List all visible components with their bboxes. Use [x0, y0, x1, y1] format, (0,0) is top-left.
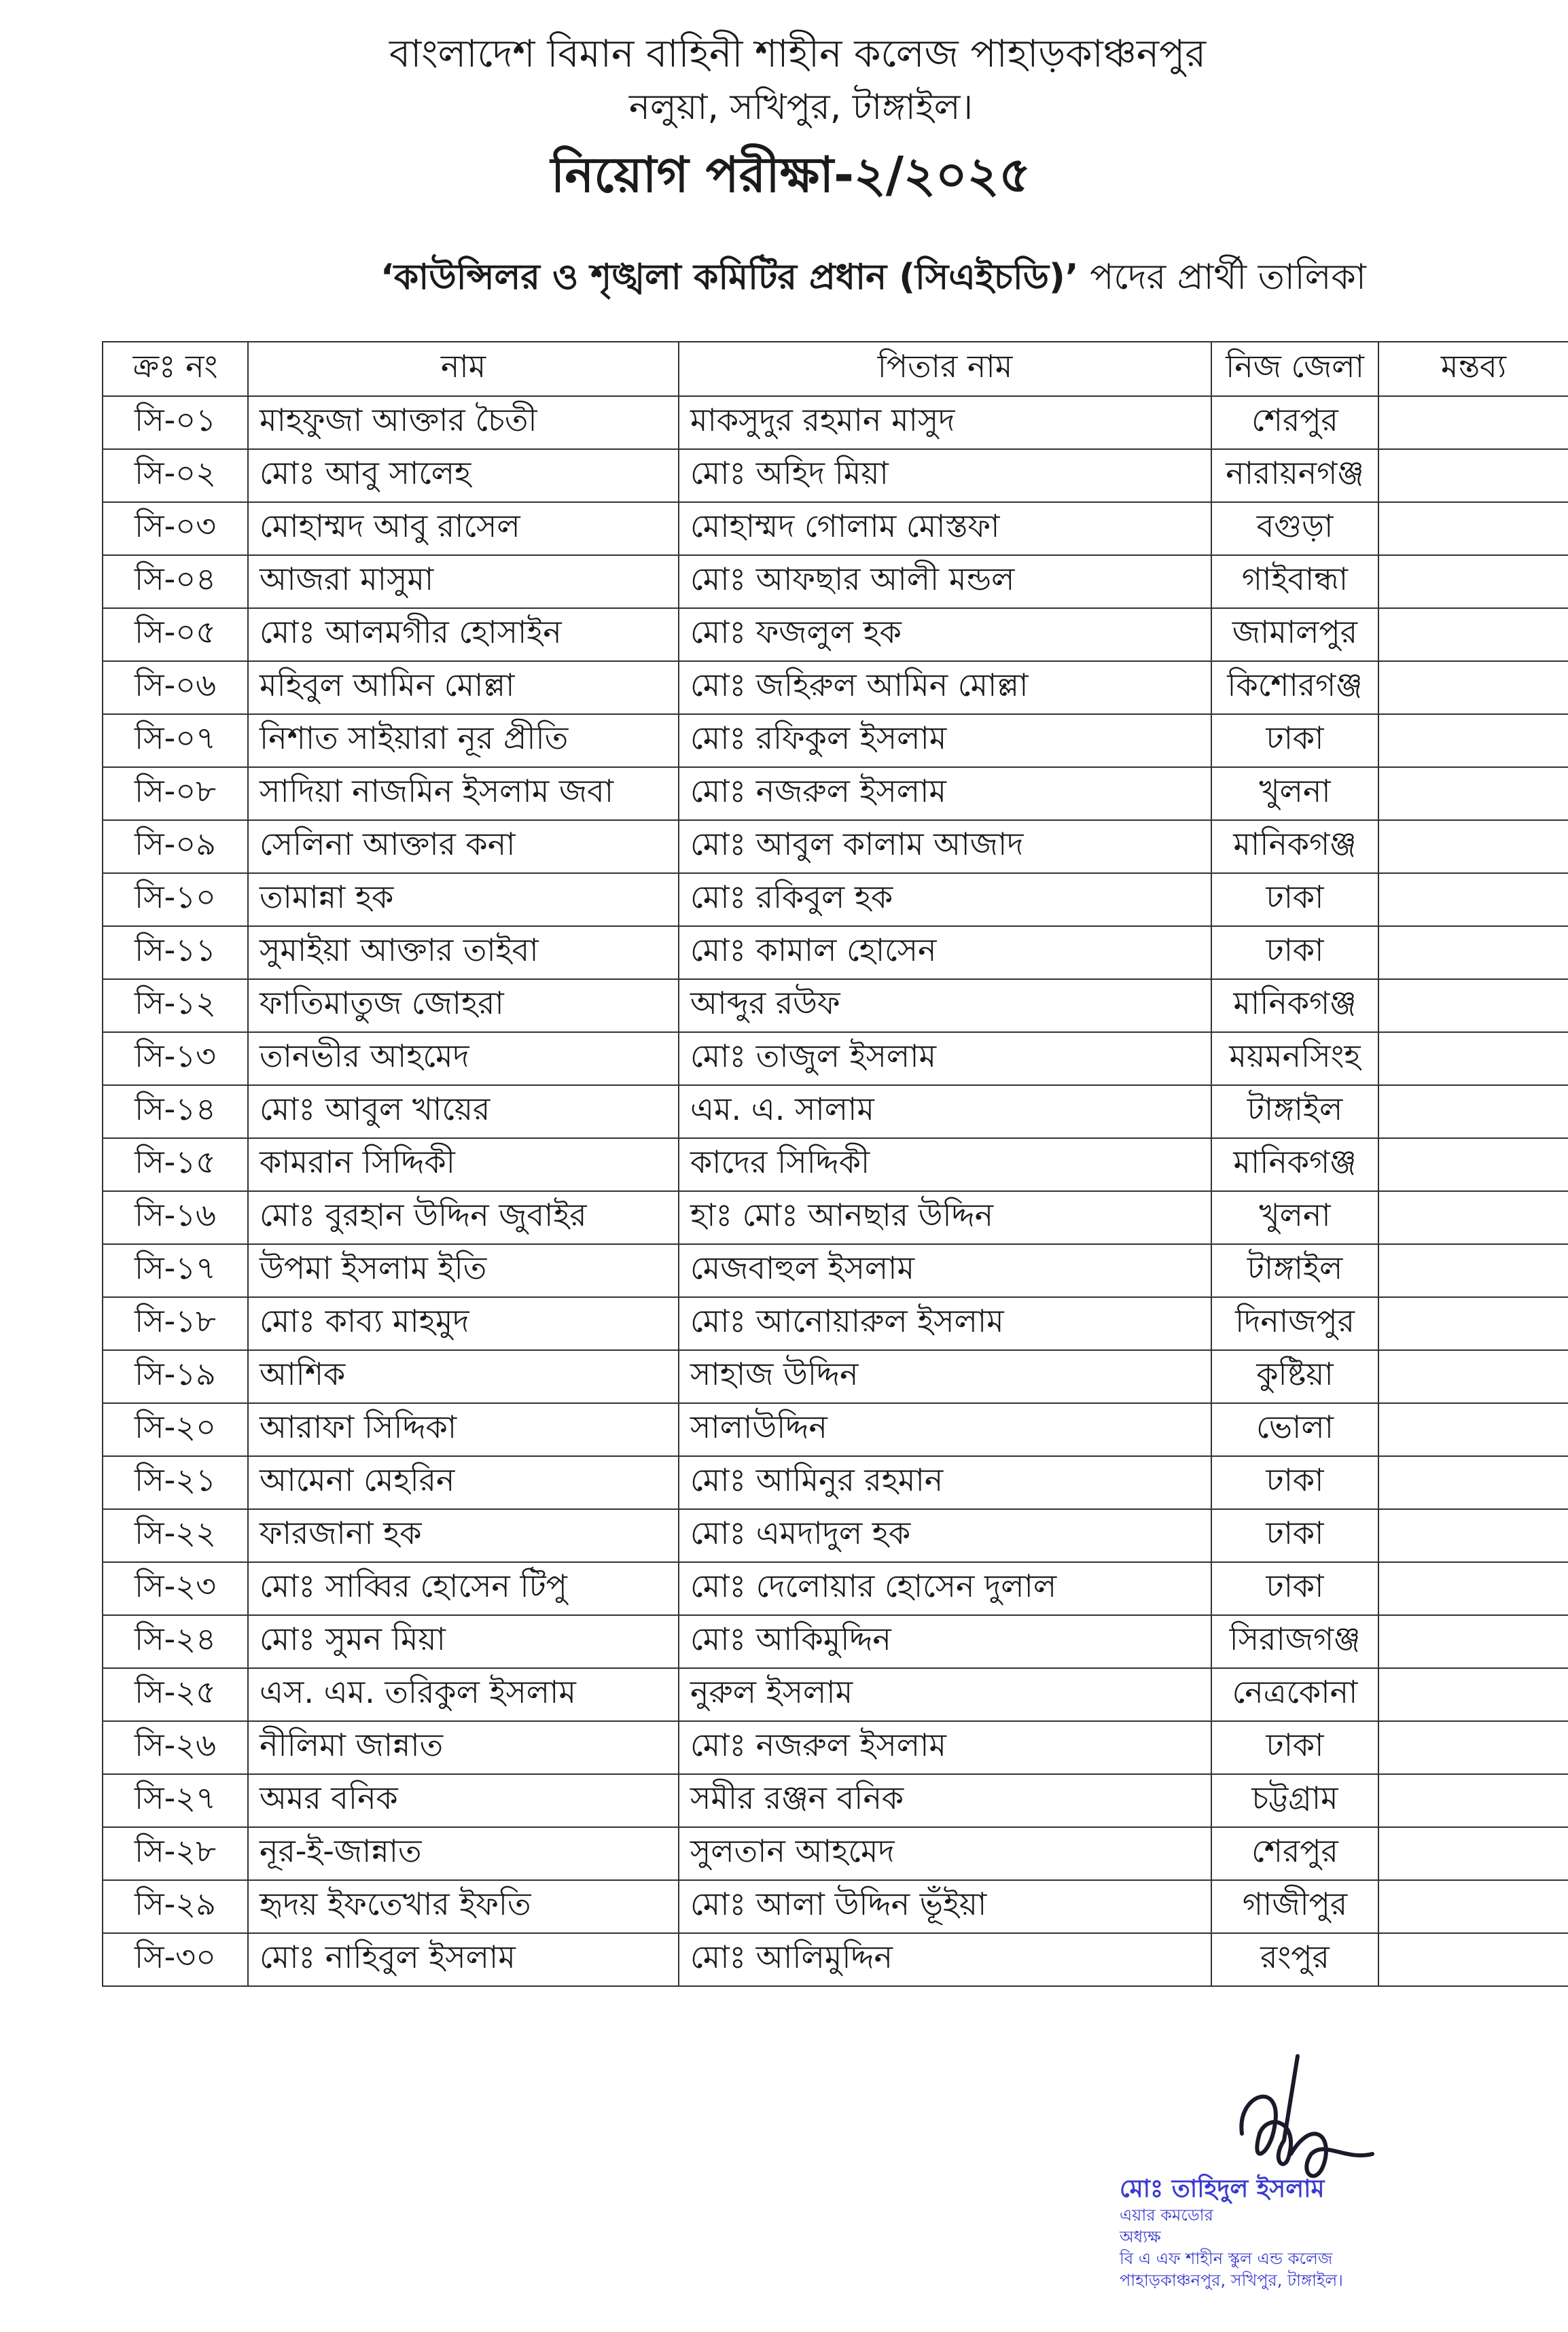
district-cell: টাঙ্গাইল: [1211, 1085, 1378, 1138]
remark-cell: [1378, 1138, 1568, 1191]
table-row: [103, 1085, 1568, 1138]
district-cell: ঢাকা: [1211, 714, 1378, 767]
serial-cell: সি-০২: [103, 449, 248, 502]
name-cell: মোঃ নাহিবুল ইসলাম: [248, 1933, 679, 1986]
name-cell: সেলিনা আক্তার কনা: [248, 820, 679, 873]
remark-cell: [1378, 1191, 1568, 1244]
district-cell: শেরপুর: [1211, 396, 1378, 449]
name-cell: মাহফুজা আক্তার চৈতী: [248, 396, 679, 449]
table-row: [103, 1615, 1568, 1668]
district-cell: শেরপুর: [1211, 1827, 1378, 1880]
name-cell: কামরান সিদ্দিকী: [248, 1138, 679, 1191]
list-title: [380, 250, 1372, 304]
serial-cell: সি-২১: [103, 1456, 248, 1509]
remark-cell: [1378, 1774, 1568, 1827]
name-cell: আজরা মাসুমা: [248, 555, 679, 608]
signer-location: পাহাড়কাঞ্চনপুর, সখিপুর, টাঙ্গাইল।: [1120, 2271, 1343, 2290]
table-row: [103, 1191, 1568, 1244]
name-cell: মোঃ বুরহান উদ্দিন জুবাইর: [248, 1191, 679, 1244]
table-row: [103, 1933, 1568, 1986]
father-name-cell: হাঃ মোঃ আনছার উদ্দিন: [679, 1191, 1211, 1244]
exam-title: নিয়োগ পরীক্ষা-২/২০২৫: [550, 146, 1031, 203]
remark-cell: [1378, 1721, 1568, 1774]
signer-rank: এয়ার কমডোর: [1120, 2206, 1213, 2225]
serial-cell: সি-০৪: [103, 555, 248, 608]
column-header-father: পিতার নাম: [679, 342, 1211, 396]
name-cell: মোঃ সাব্বির হোসেন টিপু: [248, 1562, 679, 1615]
remark-cell: [1378, 555, 1568, 608]
table-row: [103, 820, 1568, 873]
name-cell: তানভীর আহমেদ: [248, 1032, 679, 1085]
remark-cell: [1378, 449, 1568, 502]
column-header-serial: ক্রঃ নং: [103, 342, 248, 396]
district-cell: দিনাজপুর: [1211, 1297, 1378, 1350]
father-name-cell: মোঃ আলিমুদ্দিন: [679, 1933, 1211, 1986]
remark-cell: [1378, 396, 1568, 449]
serial-cell: সি-২৩: [103, 1562, 248, 1615]
name-cell: আরাফা সিদ্দিকা: [248, 1403, 679, 1456]
remark-cell: [1378, 873, 1568, 926]
district-cell: গাইবান্ধা: [1211, 555, 1378, 608]
remark-cell: [1378, 502, 1568, 555]
father-name-cell: সুলতান আহমেদ: [679, 1827, 1211, 1880]
father-name-cell: মোঃ আনোয়ারুল ইসলাম: [679, 1297, 1211, 1350]
table-row: [103, 502, 1568, 555]
father-name-cell: সাহাজ উদ্দিন: [679, 1350, 1211, 1403]
candidate-table: [102, 341, 1568, 1987]
district-cell: খুলনা: [1211, 767, 1378, 820]
name-cell: অমর বনিক: [248, 1774, 679, 1827]
column-header-name: নাম: [248, 342, 679, 396]
district-cell: মানিকগঞ্জ: [1211, 820, 1378, 873]
name-cell: নিশাত সাইয়ারা নূর প্রীতি: [248, 714, 679, 767]
serial-cell: সি-১৫: [103, 1138, 248, 1191]
remark-cell: [1378, 1562, 1568, 1615]
father-name-cell: সমীর রঞ্জন বনিক: [679, 1774, 1211, 1827]
table-row: [103, 1350, 1568, 1403]
remark-cell: [1378, 1668, 1568, 1721]
serial-cell: সি-১৮: [103, 1297, 248, 1350]
table-row: [103, 1456, 1568, 1509]
column-header-remark: মন্তব্য: [1378, 342, 1568, 396]
district-cell: কুষ্টিয়া: [1211, 1350, 1378, 1403]
remark-cell: [1378, 1297, 1568, 1350]
remark-cell: [1378, 1509, 1568, 1562]
table-row: [103, 979, 1568, 1032]
table-body: [103, 396, 1568, 1986]
father-name-cell: মোঃ রকিবুল হক: [679, 873, 1211, 926]
table-row: [103, 1297, 1568, 1350]
serial-cell: সি-১৬: [103, 1191, 248, 1244]
father-name-cell: মাকসুদুর রহমান মাসুদ: [679, 396, 1211, 449]
father-name-cell: মোঃ আকিমুদ্দিন: [679, 1615, 1211, 1668]
remark-cell: [1378, 767, 1568, 820]
remark-cell: [1378, 1615, 1568, 1668]
remark-cell: [1378, 1085, 1568, 1138]
father-name-cell: মোঃ আবুল কালাম আজাদ: [679, 820, 1211, 873]
district-cell: জামালপুর: [1211, 608, 1378, 661]
serial-cell: সি-১৯: [103, 1350, 248, 1403]
remark-cell: [1378, 1933, 1568, 1986]
father-name-cell: কাদের সিদ্দিকী: [679, 1138, 1211, 1191]
name-cell: মোঃ কাব্য মাহমুদ: [248, 1297, 679, 1350]
name-cell: ফাতিমাতুজ জোহরা: [248, 979, 679, 1032]
father-name-cell: মোঃ তাজুল ইসলাম: [679, 1032, 1211, 1085]
table-row: [103, 1827, 1568, 1880]
remark-cell: [1378, 1032, 1568, 1085]
name-cell: মোঃ আবুল খায়ের: [248, 1085, 679, 1138]
list-title-suffix: পদের প্রার্থী তালিকা: [1090, 257, 1366, 298]
table-row: [103, 396, 1568, 449]
father-name-cell: মোঃ আমিনুর রহমান: [679, 1456, 1211, 1509]
father-name-cell: এম. এ. সালাম: [679, 1085, 1211, 1138]
district-cell: ভোলা: [1211, 1403, 1378, 1456]
district-cell: নারায়নগঞ্জ: [1211, 449, 1378, 502]
name-cell: মোঃ সুমন মিয়া: [248, 1615, 679, 1668]
table-row: [103, 1403, 1568, 1456]
father-name-cell: মেজবাহুল ইসলাম: [679, 1244, 1211, 1297]
father-name-cell: সালাউদ্দিন: [679, 1403, 1211, 1456]
remark-cell: [1378, 926, 1568, 979]
serial-cell: সি-১৭: [103, 1244, 248, 1297]
remark-cell: [1378, 714, 1568, 767]
table-row: [103, 1721, 1568, 1774]
signer-details: [1120, 2174, 1343, 2291]
serial-cell: সি-২৪: [103, 1615, 248, 1668]
father-name-cell: মোঃ ফজলুল হক: [679, 608, 1211, 661]
remark-cell: [1378, 979, 1568, 1032]
remark-cell: [1378, 608, 1568, 661]
father-name-cell: মোঃ এমদাদুল হক: [679, 1509, 1211, 1562]
name-cell: মোহাম্মদ আবু রাসেল: [248, 502, 679, 555]
name-cell: সাদিয়া নাজমিন ইসলাম জবা: [248, 767, 679, 820]
remark-cell: [1378, 1827, 1568, 1880]
remark-cell: [1378, 820, 1568, 873]
serial-cell: সি-১৪: [103, 1085, 248, 1138]
father-name-cell: মোঃ আলা উদ্দিন ভূঁইয়া: [679, 1880, 1211, 1933]
table-row: [103, 1668, 1568, 1721]
remark-cell: [1378, 1403, 1568, 1456]
district-cell: বগুড়া: [1211, 502, 1378, 555]
table-row: [103, 449, 1568, 502]
district-cell: রংপুর: [1211, 1933, 1378, 1986]
remark-cell: [1378, 1880, 1568, 1933]
table-row: [103, 873, 1568, 926]
district-cell: খুলনা: [1211, 1191, 1378, 1244]
institution-address: নলুয়া, সখিপুর, টাঙ্গাইল।: [628, 87, 974, 128]
serial-cell: সি-২৯: [103, 1880, 248, 1933]
district-cell: ঢাকা: [1211, 1562, 1378, 1615]
serial-cell: সি-০৬: [103, 661, 248, 714]
name-cell: এস. এম. তরিকুল ইসলাম: [248, 1668, 679, 1721]
father-name-cell: মোঃ দেলোয়ার হোসেন দুলাল: [679, 1562, 1211, 1615]
father-name-cell: মোঃ রফিকুল ইসলাম: [679, 714, 1211, 767]
father-name-cell: মোঃ আফছার আলী মন্ডল: [679, 555, 1211, 608]
serial-cell: সি-০১: [103, 396, 248, 449]
district-cell: মানিকগঞ্জ: [1211, 979, 1378, 1032]
name-cell: আশিক: [248, 1350, 679, 1403]
district-cell: গাজীপুর: [1211, 1880, 1378, 1933]
district-cell: ঢাকা: [1211, 1509, 1378, 1562]
table-row: [103, 555, 1568, 608]
table-row: [103, 1774, 1568, 1827]
remark-cell: [1378, 1456, 1568, 1509]
serial-cell: সি-২২: [103, 1509, 248, 1562]
name-cell: মোঃ আলমগীর হোসাইন: [248, 608, 679, 661]
father-name-cell: আব্দুর রউফ: [679, 979, 1211, 1032]
column-header-district: নিজ জেলা: [1211, 342, 1378, 396]
table-row: [103, 1509, 1568, 1562]
serial-cell: সি-৩০: [103, 1933, 248, 1986]
table-row: [103, 1244, 1568, 1297]
table-row: [103, 1138, 1568, 1191]
name-cell: হৃদয় ইফতেখার ইফতি: [248, 1880, 679, 1933]
document-header: [0, 27, 1568, 212]
remark-cell: [1378, 1350, 1568, 1403]
serial-cell: সি-২০: [103, 1403, 248, 1456]
institution-name: বাংলাদেশ বিমান বাহিনী শাহীন কলেজ পাহাড়কাঞ্চনপুর: [389, 32, 1206, 76]
table-row: [103, 1880, 1568, 1933]
table-row: [103, 1032, 1568, 1085]
father-name-cell: মোঃ অহিদ মিয়া: [679, 449, 1211, 502]
name-cell: নূর-ই-জান্নাত: [248, 1827, 679, 1880]
name-cell: নীলিমা জান্নাত: [248, 1721, 679, 1774]
serial-cell: সি-২৫: [103, 1668, 248, 1721]
district-cell: ঢাকা: [1211, 1721, 1378, 1774]
district-cell: চট্টগ্রাম: [1211, 1774, 1378, 1827]
name-cell: উপমা ইসলাম ইতি: [248, 1244, 679, 1297]
district-cell: ঢাকা: [1211, 926, 1378, 979]
district-cell: সিরাজগঞ্জ: [1211, 1615, 1378, 1668]
table-row: [103, 661, 1568, 714]
serial-cell: সি-২৬: [103, 1721, 248, 1774]
district-cell: ঢাকা: [1211, 1456, 1378, 1509]
table-row: [103, 714, 1568, 767]
list-title-post: ‘কাউন্সিলর ও শৃঙ্খলা কমিটির প্রধান (সিএইচডি)’: [380, 257, 1079, 298]
remark-cell: [1378, 661, 1568, 714]
serial-cell: সি-০৮: [103, 767, 248, 820]
serial-cell: সি-১৩: [103, 1032, 248, 1085]
signature-block: [1087, 2038, 1563, 2324]
serial-cell: সি-১১: [103, 926, 248, 979]
name-cell: সুমাইয়া আক্তার তাইবা: [248, 926, 679, 979]
district-cell: কিশোরগঞ্জ: [1211, 661, 1378, 714]
serial-cell: সি-১০: [103, 873, 248, 926]
father-name-cell: নুরুল ইসলাম: [679, 1668, 1211, 1721]
district-cell: টাঙ্গাইল: [1211, 1244, 1378, 1297]
name-cell: মোঃ আবু সালেহ: [248, 449, 679, 502]
remark-cell: [1378, 1244, 1568, 1297]
table-row: [103, 926, 1568, 979]
serial-cell: সি-০৭: [103, 714, 248, 767]
serial-cell: সি-০৩: [103, 502, 248, 555]
table-row: [103, 1562, 1568, 1615]
signer-name: মোঃ তাহিদুল ইসলাম: [1120, 2175, 1325, 2203]
serial-cell: সি-০৫: [103, 608, 248, 661]
district-cell: মানিকগঞ্জ: [1211, 1138, 1378, 1191]
table-row: [103, 608, 1568, 661]
name-cell: ফারজানা হক: [248, 1509, 679, 1562]
father-name-cell: মোঃ জহিরুল আমিন মোল্লা: [679, 661, 1211, 714]
father-name-cell: মোহাম্মদ গোলাম মোস্তফা: [679, 502, 1211, 555]
signer-institution: বি এ এফ শাহীন স্কুল এন্ড কলেজ: [1120, 2249, 1333, 2268]
serial-cell: সি-২৭: [103, 1774, 248, 1827]
serial-cell: সি-১২: [103, 979, 248, 1032]
name-cell: তামান্না হক: [248, 873, 679, 926]
district-cell: ময়মনসিংহ: [1211, 1032, 1378, 1085]
father-name-cell: মোঃ নজরুল ইসলাম: [679, 1721, 1211, 1774]
table-row: [103, 767, 1568, 820]
signer-designation: অধ্যক্ষ: [1120, 2227, 1161, 2246]
table-header-row: [103, 342, 1568, 396]
name-cell: আমেনা মেহরিন: [248, 1456, 679, 1509]
name-cell: মহিবুল আমিন মোল্লা: [248, 661, 679, 714]
father-name-cell: মোঃ কামাল হোসেন: [679, 926, 1211, 979]
serial-cell: সি-২৮: [103, 1827, 248, 1880]
district-cell: নেত্রকোনা: [1211, 1668, 1378, 1721]
district-cell: ঢাকা: [1211, 873, 1378, 926]
father-name-cell: মোঃ নজরুল ইসলাম: [679, 767, 1211, 820]
serial-cell: সি-০৯: [103, 820, 248, 873]
